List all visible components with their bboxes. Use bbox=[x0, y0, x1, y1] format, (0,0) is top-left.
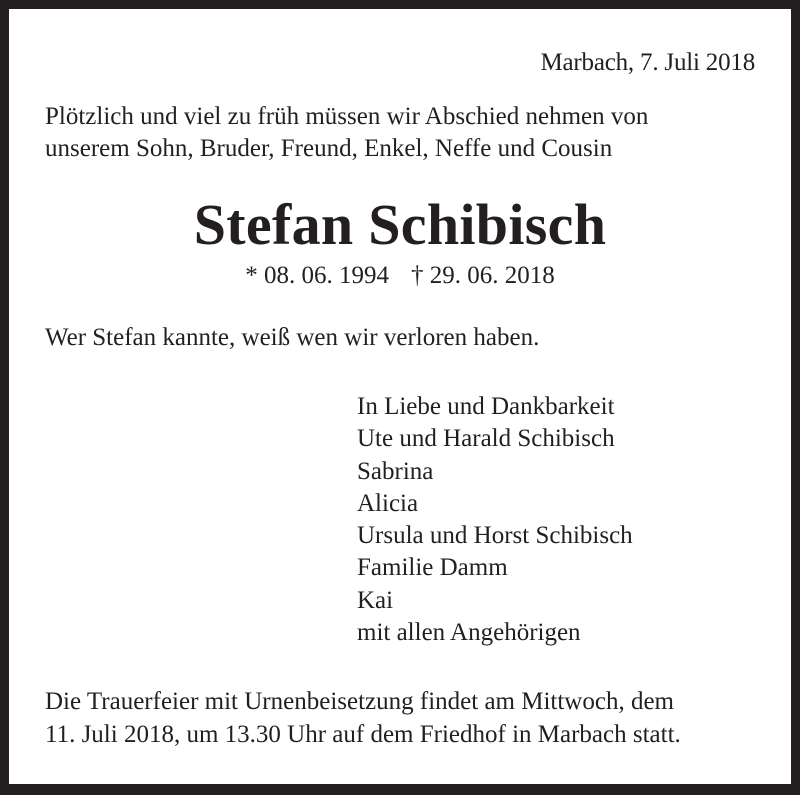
funeral-line: Die Trauerfeier mit Urnenbeisetzung findet am Mittwoch, dem bbox=[45, 688, 675, 715]
mourner-line: Kai bbox=[357, 586, 394, 614]
intro-line: Plötzlich und viel zu früh müssen wir Abschied nehmen von bbox=[45, 103, 649, 130]
deceased-name: Stefan Schibisch bbox=[193, 192, 607, 257]
funeral-line: 11. Juli 2018, um 13.30 Uhr auf dem Friedhof in Marbach statt. bbox=[45, 721, 681, 748]
death-date: † 29. 06. 2018 bbox=[411, 262, 555, 289]
mourner-line: Familie Damm bbox=[357, 554, 508, 582]
mourner-line: mit allen Angehörigen bbox=[357, 619, 581, 647]
intro-line: unserem Sohn, Bruder, Freund, Enkel, Neffe und Cousin bbox=[45, 135, 613, 162]
mourner-line: Sabrina bbox=[357, 457, 434, 485]
obituary-notice bbox=[9, 9, 791, 784]
birth-date: * 08. 06. 1994 bbox=[245, 262, 389, 289]
mourner-line: Ursula und Horst Schibisch bbox=[357, 522, 633, 550]
intro-text bbox=[45, 101, 648, 165]
life-dates bbox=[9, 260, 791, 292]
quote-text: Wer Stefan kannte, weiß wen wir verloren haben. bbox=[45, 324, 540, 351]
mourner-line: Alicia bbox=[357, 489, 419, 517]
place-and-date: Marbach, 7. Juli 2018 bbox=[540, 49, 755, 76]
mourners-list bbox=[357, 391, 633, 649]
mourner-line: Ute und Harald Schibisch bbox=[357, 425, 615, 453]
mourner-line: In Liebe und Dankbarkeit bbox=[357, 393, 615, 420]
funeral-details bbox=[45, 685, 681, 751]
